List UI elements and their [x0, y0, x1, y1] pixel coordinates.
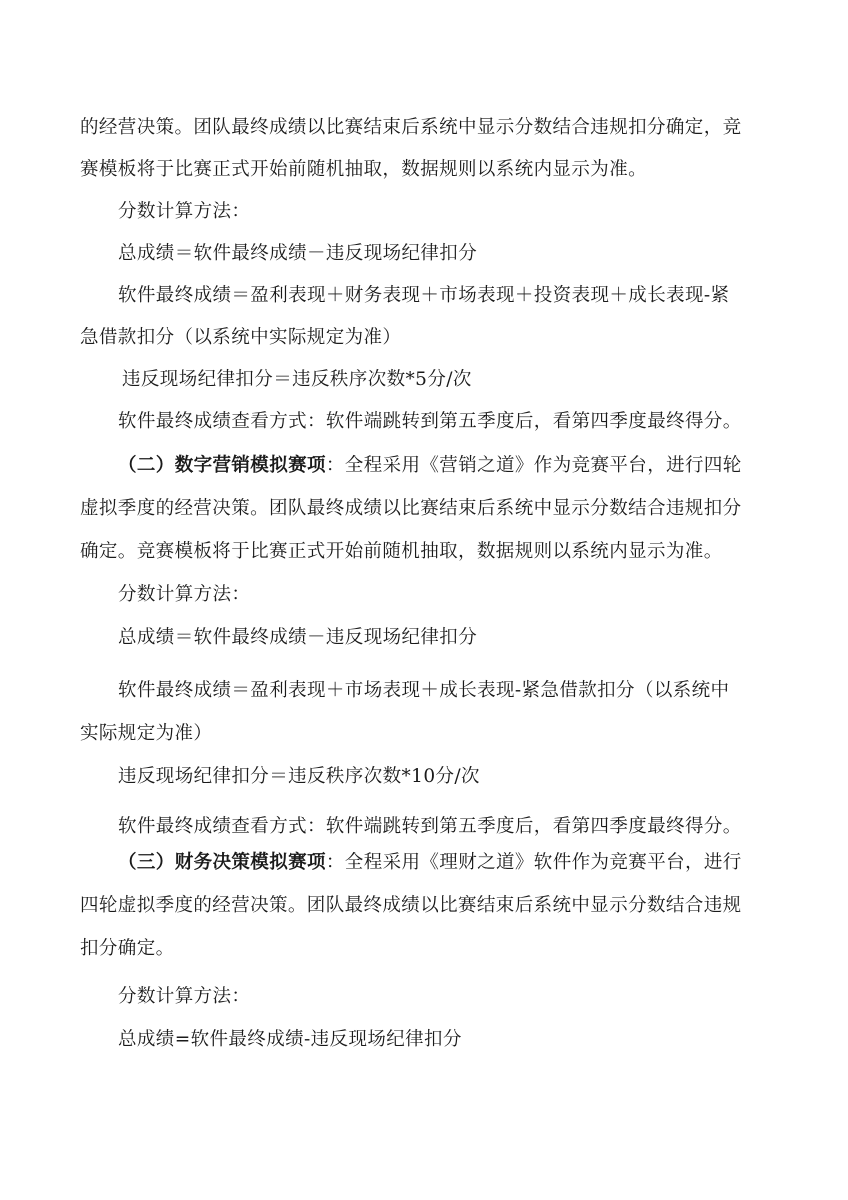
paragraph-line: 赛模板将于比赛正式开始前随机抽取，数据规则以系统内显示为准。	[80, 159, 648, 180]
software-score-formula: 软件最终成绩＝盈利表现＋财务表现＋市场表现＋投资表现＋成长表现-紧	[118, 285, 730, 306]
score-view-method: 软件最终成绩查看方式：软件端跳转到第五季度后，看第四季度最终得分。	[118, 411, 742, 432]
calc-method-label: 分数计算方法：	[118, 201, 251, 222]
penalty-formula: 违反现场纪律扣分＝违反秩序次数*5分/次	[122, 369, 472, 390]
score-view-method: 软件最终成绩查看方式：软件端跳转到第五季度后，看第四季度最终得分。	[118, 816, 742, 837]
penalty-formula: 违反现场纪律扣分＝违反秩序次数*10分/次	[118, 766, 480, 787]
paragraph-line: 确定。竞赛模板将于比赛正式开始前随机抽取，数据规则以系统内显示为准。	[80, 541, 723, 562]
section-intro: ：全程采用《营销之道》作为竞赛平台，进行四轮	[325, 455, 742, 476]
software-score-formula-cont: 急借款扣分（以系统中实际规定为准）	[80, 327, 402, 348]
software-score-formula: 软件最终成绩＝盈利表现＋市场表现＋成长表现-紧急借款扣分（以系统中	[118, 680, 730, 701]
calc-method-label: 分数计算方法：	[118, 986, 251, 1007]
section-heading: （二）数字营销模拟赛项	[118, 455, 326, 476]
section-heading-line	[118, 849, 742, 877]
paragraph-line: 虚拟季度的经营决策。团队最终成绩以比赛结束后系统中显示分数结合违规扣分	[80, 498, 742, 519]
calc-method-label: 分数计算方法：	[118, 584, 251, 605]
paragraph-line: 扣分确定。	[80, 938, 175, 959]
paragraph-line: 的经营决策。团队最终成绩以比赛结束后系统中显示分数结合违规扣分确定，竞	[80, 117, 742, 138]
total-score-formula: 总成绩=软件最终成绩-违反现场纪律扣分	[118, 1029, 462, 1050]
section-intro: ：全程采用《理财之道》软件作为竞赛平台，进行	[325, 852, 742, 873]
section-heading-line	[118, 452, 742, 480]
total-score-formula: 总成绩＝软件最终成绩－违反现场纪律扣分	[118, 627, 478, 648]
total-score-formula: 总成绩＝软件最终成绩－违反现场纪律扣分	[118, 243, 478, 264]
section-heading: （三）财务决策模拟赛项	[118, 852, 326, 873]
software-score-formula-cont: 实际规定为准）	[80, 723, 213, 744]
paragraph-line: 四轮虚拟季度的经营决策。团队最终成绩以比赛结束后系统中显示分数结合违规	[80, 895, 742, 916]
